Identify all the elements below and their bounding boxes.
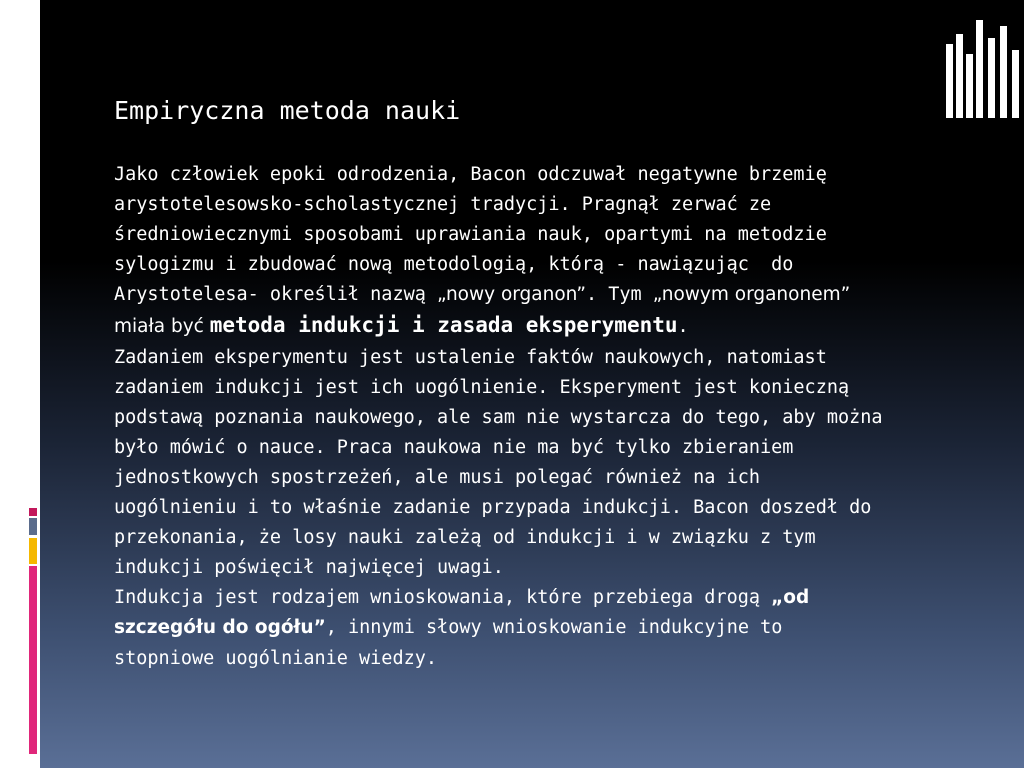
body-text-segment: miała być xyxy=(114,316,210,338)
accent-bar-magenta-long xyxy=(29,566,37,754)
body-text-segment: . xyxy=(677,316,689,338)
body-text-segment: . Tym xyxy=(585,284,653,306)
body-line xyxy=(114,583,994,613)
emphasis-do-ogolu: szczegółu do ogółu” xyxy=(114,617,326,639)
body-line: średniowiecznymi sposobami uprawiania nauk, opartymi na metodzie xyxy=(114,224,827,246)
body-text-segment: Arystotelesa- określił nazwą xyxy=(114,284,438,306)
slide-body-text xyxy=(114,160,994,674)
body-line: jednostkowych spostrzeżeń, ale musi polegać również na ich xyxy=(114,466,761,488)
body-line: stopniowe uogólnianie wiedzy. xyxy=(114,647,438,669)
slide-title: Empiryczna metoda nauki xyxy=(114,96,461,125)
quoted-term-nowym-organonem: „nowym organonem” xyxy=(652,284,851,306)
accent-bar-yellow xyxy=(29,538,37,564)
body-line xyxy=(114,613,994,643)
body-text-segment: Indukcja jest rodzajem wnioskowania, które przebiega drogą xyxy=(114,587,772,609)
quoted-term-nowy-organon: „nowy organon” xyxy=(437,284,586,306)
emphasis-od-szczegolu: „od xyxy=(771,587,810,609)
body-line: Zadaniem eksperymentu jest ustalenie faktów naukowych, natomiast xyxy=(114,346,827,368)
body-line: sylogizmu i zbudować nową metodologią, którą - nawiązując do xyxy=(114,254,794,276)
emphasis-metoda-indukcji: metoda indukcji i zasada eksperymentu xyxy=(209,313,678,338)
body-line: indukcji poświęcił najwięcej uwagi. xyxy=(114,557,504,579)
body-line: było mówić o nauce. Praca naukowa nie ma być tylko zbieraniem xyxy=(114,436,794,458)
accent-bar-slate xyxy=(29,518,37,535)
body-text-segment: , innymi słowy wnioskowanie indukcyjne to xyxy=(325,617,783,639)
body-line: uogólnieniu i to właśnie zadanie przypada indukcji. Bacon doszedł do xyxy=(114,497,872,519)
body-line: przekonania, że losy nauki zależą od indukcji i w związku z tym xyxy=(114,527,816,549)
slide-left-margin xyxy=(0,0,40,768)
body-line: podstawą poznania naukowego, ale sam nie wystarcza do tego, aby można xyxy=(114,406,883,428)
body-line: zadaniem indukcji jest ich uogólnienie. Eksperyment jest konieczną xyxy=(114,376,850,398)
body-line: Jako człowiek epoki odrodzenia, Bacon odczuwał negatywne brzemię xyxy=(114,164,827,185)
decorative-bars-icon xyxy=(946,20,1024,118)
body-line: arystotelesowsko-scholastycznej tradycji. Pragnął zerwać ze xyxy=(114,194,772,216)
body-line xyxy=(114,280,994,310)
body-line xyxy=(114,310,994,342)
accent-bar-magenta-small xyxy=(29,508,37,516)
